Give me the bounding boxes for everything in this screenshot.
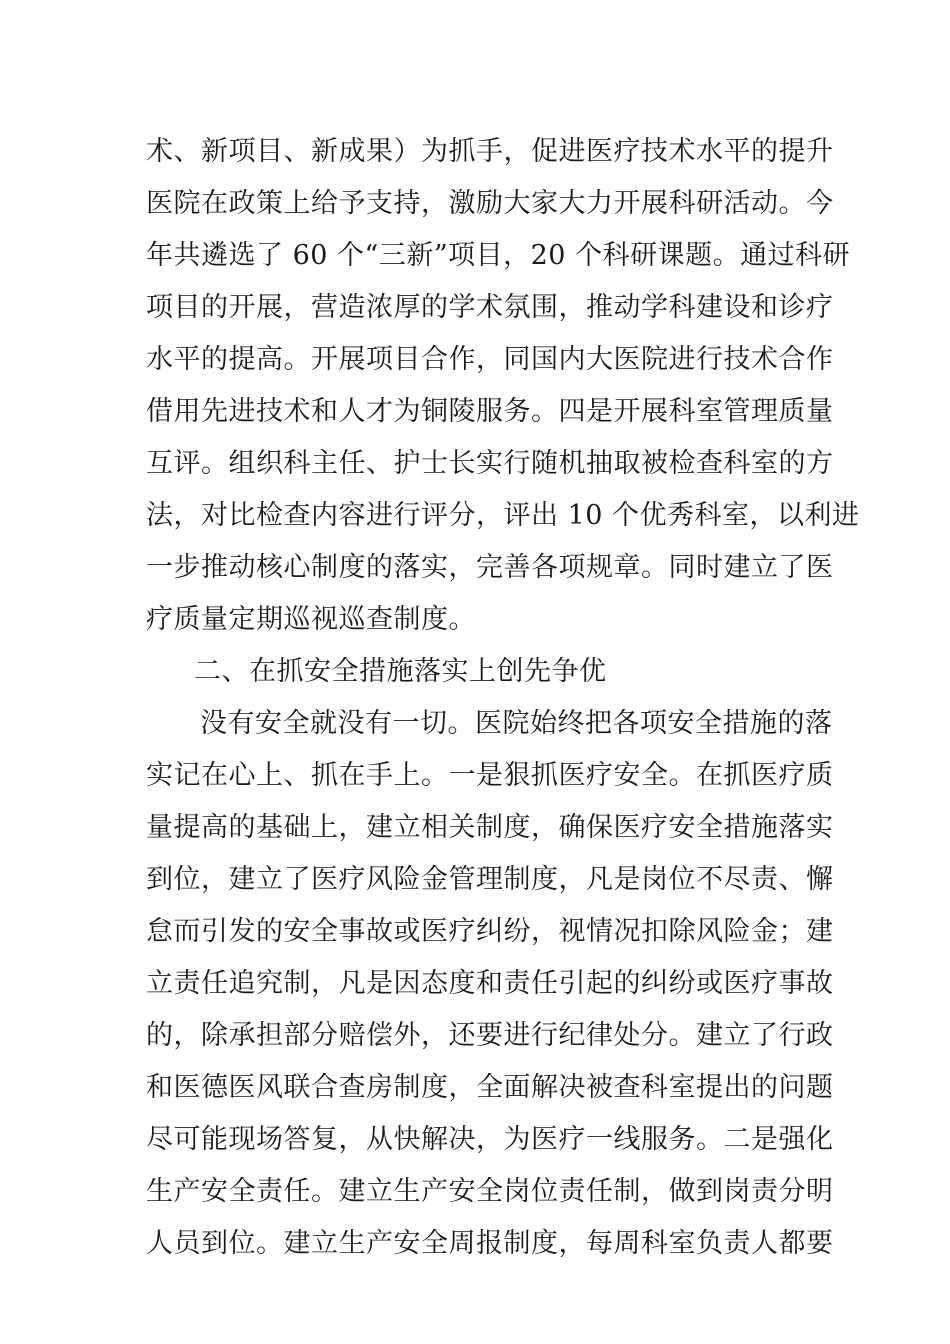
paragraph-line: 法，对比检查内容进行评分，评出 10 个优秀科室，以利进 bbox=[146, 500, 860, 531]
paragraph-line: 到位，建立了医疗风险金管理制度，凡是岗位不尽责、懈 bbox=[146, 864, 834, 895]
paragraph-line: 术、新项目、新成果）为抓手，促进医疗技术水平的提升 bbox=[146, 136, 834, 167]
paragraph-line: 立责任追究制，凡是因态度和责任引起的纠纷或医疗事故 bbox=[146, 968, 834, 999]
paragraph-line: 的，除承担部分赔偿外，还要进行纪律处分。建立了行政 bbox=[146, 1020, 834, 1051]
paragraph-line: 借用先进技术和人才为铜陵服务。四是开展科室管理质量 bbox=[146, 396, 834, 427]
paragraph-line: 一步推动核心制度的落实，完善各项规章。同时建立了医 bbox=[146, 552, 834, 583]
paragraph-line: 怠而引发的安全事故或医疗纠纷，视情况扣除风险金；建 bbox=[146, 916, 834, 947]
paragraph-line: 生产安全责任。建立生产安全岗位责任制，做到岗责分明 bbox=[146, 1176, 834, 1207]
paragraph-line: 水平的提高。开展项目合作，同国内大医院进行技术合作 bbox=[146, 344, 834, 375]
paragraph-line: 互评。组织科主任、护士长实行随机抽取被检查科室的方 bbox=[146, 448, 834, 479]
paragraph-line: 医院在政策上给予支持，激励大家大力开展科研活动。今 bbox=[146, 188, 834, 219]
document-body bbox=[146, 126, 860, 1270]
paragraph-line: 尽可能现场答复，从快解决，为医疗一线服务。二是强化 bbox=[146, 1124, 834, 1155]
paragraph-line: 人员到位。建立生产安全周报制度，每周科室负责人都要 bbox=[146, 1228, 834, 1259]
paragraph-line: 没有安全就没有一切。医院始终把各项安全措施的落 bbox=[200, 708, 833, 739]
paragraph-line: 实记在心上、抓在手上。一是狠抓医疗安全。在抓医疗质 bbox=[146, 760, 834, 791]
paragraph-line: 量提高的基础上，建立相关制度，确保医疗安全措施落实 bbox=[146, 812, 834, 843]
paragraph-line: 年共遴选了 60 个“三新”项目，20 个科研课题。通过科研 bbox=[146, 240, 851, 271]
paragraph-line: 疗质量定期巡视巡查制度。 bbox=[146, 604, 476, 635]
paragraph-line: 项目的开展，营造浓厚的学术氛围，推动学科建设和诊疗 bbox=[146, 292, 834, 323]
paragraph-line: 和医德医风联合查房制度，全面解决被查科室提出的问题 bbox=[146, 1072, 834, 1103]
section-heading: 二、在抓安全措施落实上创先争优 bbox=[194, 656, 607, 687]
